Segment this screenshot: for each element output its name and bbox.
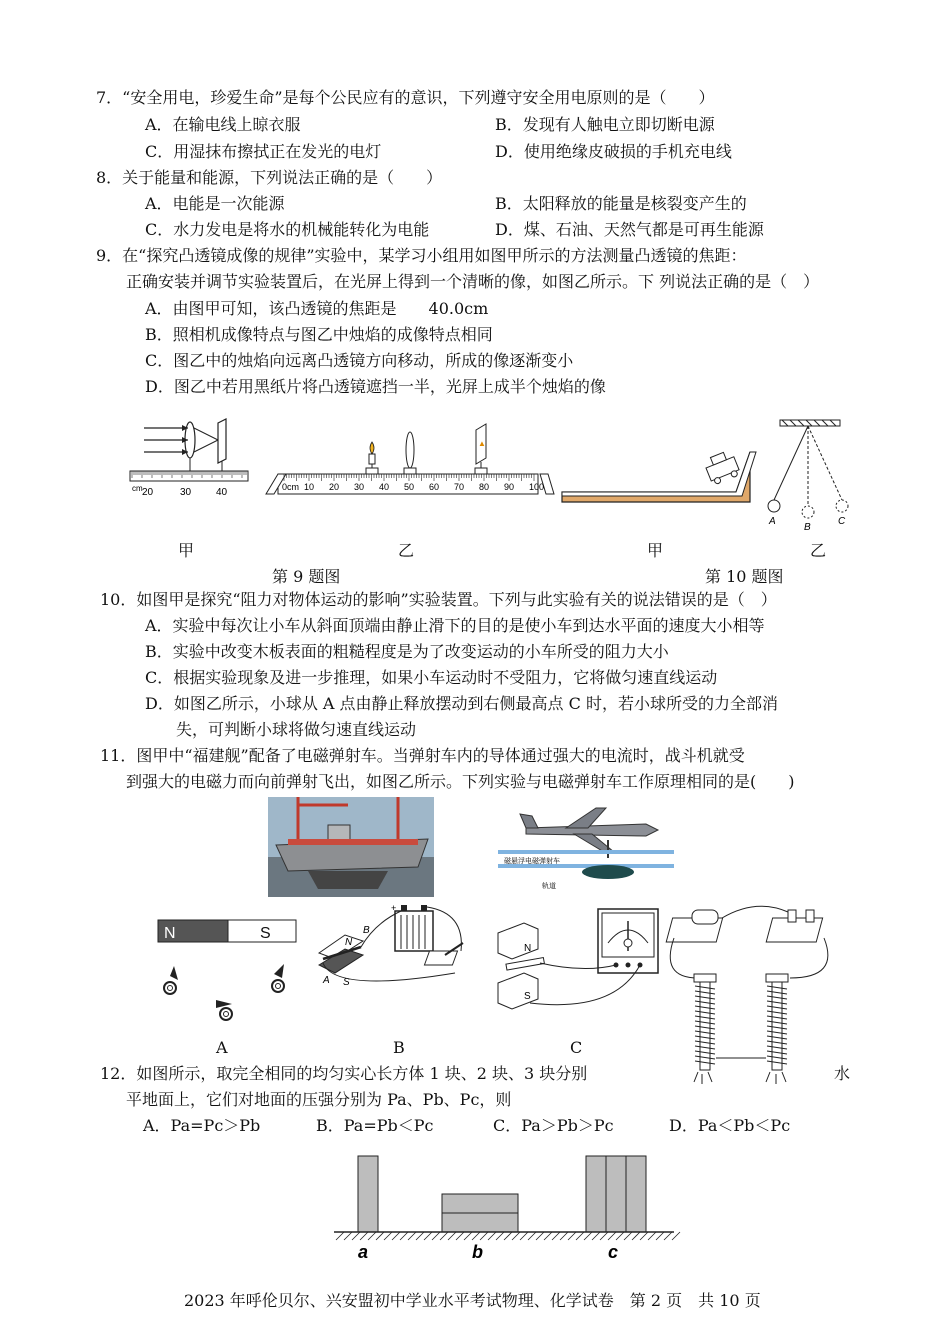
q12-stem-line1-end: 水 — [834, 1064, 851, 1083]
electromagnet-diagram — [666, 898, 836, 1088]
ground-hatch — [568, 1232, 576, 1240]
block-label-b: b — [472, 1242, 483, 1262]
ground-hatch — [400, 1232, 408, 1240]
bench-tick-label: 10 — [304, 482, 315, 492]
ground-hatch — [440, 1232, 448, 1240]
fig10-ball-label-b: B — [804, 522, 811, 533]
q7-option-a: A．在输电线上晾衣服 — [145, 115, 301, 134]
ground-hatch — [376, 1232, 384, 1240]
fig9-jia-tick-label: 30 — [180, 487, 192, 498]
ground-hatch — [344, 1232, 352, 1240]
block-label-c: c — [608, 1242, 619, 1262]
svg-text:S: S — [343, 977, 350, 988]
ground-hatch — [408, 1232, 416, 1240]
magnet-n-label: N — [164, 925, 176, 942]
ground-hatch — [600, 1232, 608, 1240]
option-b-label: B — [393, 1038, 405, 1057]
ground-hatch — [432, 1232, 440, 1240]
catapult-label: 磁悬浮电磁弹射车 — [504, 858, 560, 865]
ground-hatch — [608, 1232, 616, 1240]
q7-option-b: B．发现有人触电立即切断电源 — [495, 115, 715, 134]
fig9-label-jia: 甲 — [178, 541, 195, 560]
ground-hatch — [520, 1232, 528, 1240]
bench-tick-label: 60 — [429, 482, 440, 492]
fig10-yi-diagram — [758, 418, 858, 533]
q10-option-d-line1: D．如图乙所示，小球从 A 点由静止释放摆动到右侧最高点 C 时，若小球所受的力全部消 — [145, 694, 778, 713]
q10-option-a: A．实验中每次让小车从斜面顶端由静止滑下的目的是使小车到达水平面的速度大小相等 — [145, 616, 765, 635]
ground-hatch — [616, 1232, 624, 1240]
fujian-carrier-photo — [268, 797, 434, 897]
ground-hatch — [528, 1232, 536, 1240]
svg-text:N: N — [524, 943, 532, 954]
fig9-yi-diagram — [264, 418, 554, 500]
fig9-jia-tick-label: 20 — [142, 487, 154, 498]
option-a-magnet-diagram — [156, 918, 300, 1018]
ground-hatch — [360, 1232, 368, 1240]
q9-option-d: D．图乙中若用黑纸片将凸透镜遮挡一半，光屏上成半个烛焰的像 — [145, 377, 606, 396]
ground-hatch — [416, 1232, 424, 1240]
q9-option-b: B．照相机成像特点与图乙中烛焰的成像特点相同 — [145, 325, 493, 344]
fig9-label-yi: 乙 — [398, 541, 415, 560]
q10-option-b: B．实验中改变木板表面的粗糙程度是为了改变运动的小车所受的阻力大小 — [145, 642, 669, 661]
q12-stem-line2: 平地面上，它们对地面的压强分别为 Pa、Pb、Pc，则 — [126, 1090, 512, 1109]
page-footer: 2023 年呼伦贝尔、兴安盟初中学业水平考试物理、化学试卷 第 2 页 共 10 页 — [184, 1291, 761, 1310]
track-label: 轨道 — [542, 883, 556, 890]
q12-stem-line1: 12．如图所示，取完全相同的均匀实心长方体 1 块、2 块、3 块分别 — [100, 1064, 588, 1083]
ground-hatch — [496, 1232, 504, 1240]
fig9-caption: 第 9 题图 — [272, 567, 341, 586]
fig10-ball-label-c: C — [838, 516, 846, 527]
ground-hatch — [448, 1232, 456, 1240]
ground-hatch — [392, 1232, 400, 1240]
block-label-a: a — [358, 1242, 369, 1262]
ground-hatch — [576, 1232, 584, 1240]
svg-text:B: B — [363, 925, 370, 936]
ground-hatch — [424, 1232, 432, 1240]
bench-tick-label: 40 — [379, 482, 390, 492]
fig10-jia-diagram — [556, 440, 756, 510]
q9-option-c: C．图乙中的烛焰向远离凸透镜方向移动，所成的像逐渐变小 — [145, 351, 574, 370]
q8-option-b: B．太阳释放的能量是核裂变产生的 — [495, 194, 747, 213]
ground-hatch — [464, 1232, 472, 1240]
bench-tick-label: 20 — [329, 482, 340, 492]
ground-hatch — [488, 1232, 496, 1240]
q10-option-d-line2: 失，可判断小球将做匀速直线运动 — [176, 720, 417, 739]
svg-text:S: S — [524, 991, 531, 1002]
ground-hatch — [648, 1232, 656, 1240]
q12-blocks-diagram — [334, 1152, 680, 1262]
bench-tick-label: 30 — [354, 482, 365, 492]
ground-hatch — [656, 1232, 664, 1240]
ground-hatch — [592, 1232, 600, 1240]
q12-option-d: D．Pa＜Pb＜Pc — [669, 1116, 791, 1135]
fig9-jia-diagram — [128, 415, 250, 500]
option-c-label: C — [570, 1038, 583, 1057]
ground-hatch — [624, 1232, 632, 1240]
fig10-label-yi: 乙 — [810, 541, 827, 560]
fig9-jia-tick-label: cm — [132, 484, 143, 493]
q12-option-c: C．Pa＞Pb＞Pc — [493, 1116, 614, 1135]
ground-hatch — [536, 1232, 544, 1240]
option-c-generator-diagram — [494, 903, 664, 1013]
ground-hatch — [368, 1232, 376, 1240]
ground-hatch — [632, 1232, 640, 1240]
q8-option-c: C．水力发电是将水的机械能转化为电能 — [145, 220, 430, 239]
ground-hatch — [504, 1232, 512, 1240]
fig10-label-jia: 甲 — [647, 541, 664, 560]
ground-hatch — [552, 1232, 560, 1240]
svg-text:+: + — [391, 903, 397, 913]
svg-text:A: A — [323, 975, 330, 986]
q7-stem: 7．“安全用电，珍爱生命”是每个公民应有的意识，下列遵守安全用电原则的是（ ） — [96, 88, 715, 107]
fig9-jia-tick-label: 40 — [216, 487, 228, 498]
q8-option-d: D．煤、石油、天然气都是可再生能源 — [495, 220, 764, 239]
q12-option-b: B．Pa=Pb＜Pc — [316, 1116, 434, 1135]
bench-tick-label: 100 — [529, 482, 545, 492]
ground-hatch — [384, 1232, 392, 1240]
q10-option-c: C．根据实验现象及进一步推理，如果小车运动时不受阻力，它将做匀速直线运动 — [145, 668, 718, 687]
q9-option-a: A．由图甲可知，该凸透镜的焦距是 40.0cm — [145, 299, 489, 318]
ground-hatch — [664, 1232, 672, 1240]
q7-option-c: C．用湿抹布擦拭正在发光的电灯 — [145, 142, 382, 161]
ground-hatch — [560, 1232, 568, 1240]
bench-tick-label: 80 — [479, 482, 490, 492]
q12-option-a: A．Pa=Pc＞Pb — [143, 1116, 261, 1135]
ground-hatch — [672, 1232, 680, 1240]
svg-text:▲: ▲ — [478, 439, 486, 448]
q8-option-a: A．电能是一次能源 — [145, 194, 285, 213]
bench-tick-label: 70 — [454, 482, 465, 492]
q11-stem-line1: 11．图甲中“福建舰”配备了电磁弹射车。当弹射车内的导体通过强大的电流时，战斗机就受 — [100, 746, 745, 765]
option-a-label: A — [216, 1038, 228, 1057]
ground-hatch — [336, 1232, 344, 1240]
ground-hatch — [512, 1232, 520, 1240]
q11-stem-line2: 到强大的电磁力而向前弹射飞出，如图乙所示。下列实验与电磁弹射车工作原理相同的是( ) — [126, 772, 795, 791]
svg-text:N: N — [345, 937, 353, 948]
option-b-motor-diagram — [315, 903, 485, 993]
ground-hatch — [480, 1232, 488, 1240]
ground-hatch — [472, 1232, 480, 1240]
q8-stem: 8．关于能量和能源，下列说法正确的是（ ） — [96, 168, 443, 187]
ground-hatch — [456, 1232, 464, 1240]
q9-stem-line2: 正确安装并调节实验装置后，在光屏上得到一个清晰的像，如图乙所示。下 列说法正确的是（ ） — [126, 272, 820, 291]
catapult-diagram — [498, 800, 674, 892]
ground-hatch — [352, 1232, 360, 1240]
magnet-s-label: S — [260, 925, 271, 942]
fig10-caption: 第 10 题图 — [705, 567, 784, 586]
bench-tick-label: 0cm — [282, 482, 300, 492]
ground-hatch — [544, 1232, 552, 1240]
fig10-ball-label-a: A — [769, 516, 776, 527]
ground-hatch — [584, 1232, 592, 1240]
bench-tick-label: 50 — [404, 482, 415, 492]
ground-hatch — [640, 1232, 648, 1240]
q10-stem: 10．如图甲是探究“阻力对物体运动的影响”实验装置。下列与此实验有关的说法错误的是（ ） — [100, 590, 777, 609]
bench-tick-label: 90 — [504, 482, 515, 492]
q9-stem-line1: 9．在“探究凸透镜成像的规律”实验中，某学习小组用如图甲所示的方法测量凸透镜的焦距： — [96, 246, 747, 265]
q7-option-d: D．使用绝缘皮破损的手机充电线 — [495, 142, 732, 161]
